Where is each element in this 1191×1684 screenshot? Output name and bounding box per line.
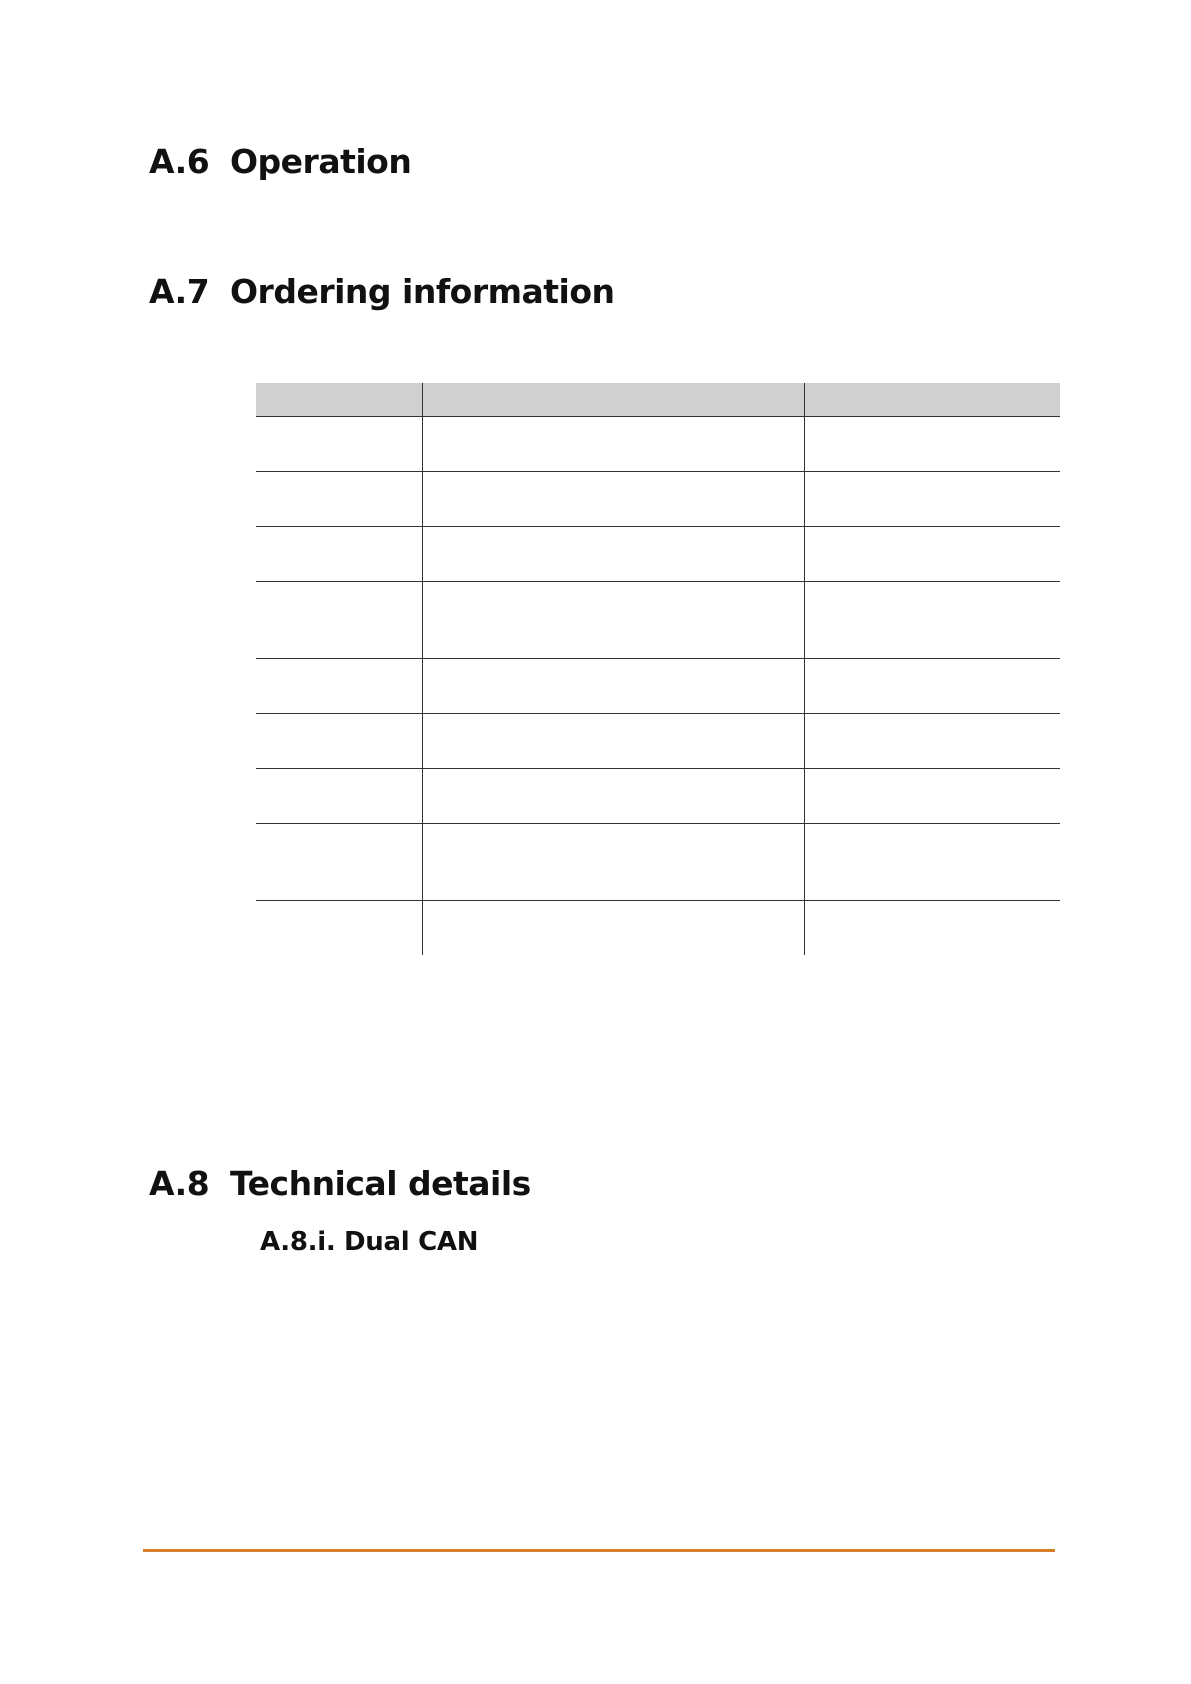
table-cell [804,824,1060,901]
table-cell [804,659,1060,714]
table-cell [804,417,1060,472]
table-cell [422,417,804,472]
table-cell [256,527,422,582]
table-cell [422,472,804,527]
table-cell [422,901,804,956]
table-cell [256,659,422,714]
heading-number: A.8 [149,1164,210,1203]
heading-number: A.6 [149,142,210,181]
table-cell [256,901,422,956]
table-header-cell [256,383,422,417]
heading-title: Technical details [230,1164,531,1203]
table-cell [804,527,1060,582]
heading-title: Operation [230,142,412,181]
table-cell [422,659,804,714]
table-cell [422,527,804,582]
heading-ordering-information [149,272,615,311]
heading-number: A.7 [149,272,210,311]
table-cell [422,582,804,659]
table-row [256,582,1060,659]
table-row [256,527,1060,582]
table-cell [804,901,1060,956]
ordering-table [256,383,1060,955]
table-header-cell [804,383,1060,417]
table-cell [256,714,422,769]
table-row [256,659,1060,714]
table-cell [804,472,1060,527]
table-row [256,714,1060,769]
table-header-row [256,383,1060,417]
table-row [256,824,1060,901]
heading-operation [149,142,411,181]
table-cell [804,582,1060,659]
table-cell [256,824,422,901]
heading-technical-details [149,1164,531,1203]
table-row [256,472,1060,527]
table-cell [256,769,422,824]
table-cell [804,769,1060,824]
table-row [256,901,1060,956]
table-cell [256,582,422,659]
subheading-title: Dual CAN [344,1227,479,1257]
table-row [256,769,1060,824]
footer-divider [143,1549,1055,1552]
table-cell [256,472,422,527]
subheading-number: A.8.i. [260,1227,336,1257]
table-cell [422,769,804,824]
subheading-dual-can [260,1227,478,1257]
table-cell [422,824,804,901]
table-cell [422,714,804,769]
heading-title: Ordering information [230,272,615,311]
table-header-cell [422,383,804,417]
table-cell [804,714,1060,769]
table-row [256,417,1060,472]
table-cell [256,417,422,472]
